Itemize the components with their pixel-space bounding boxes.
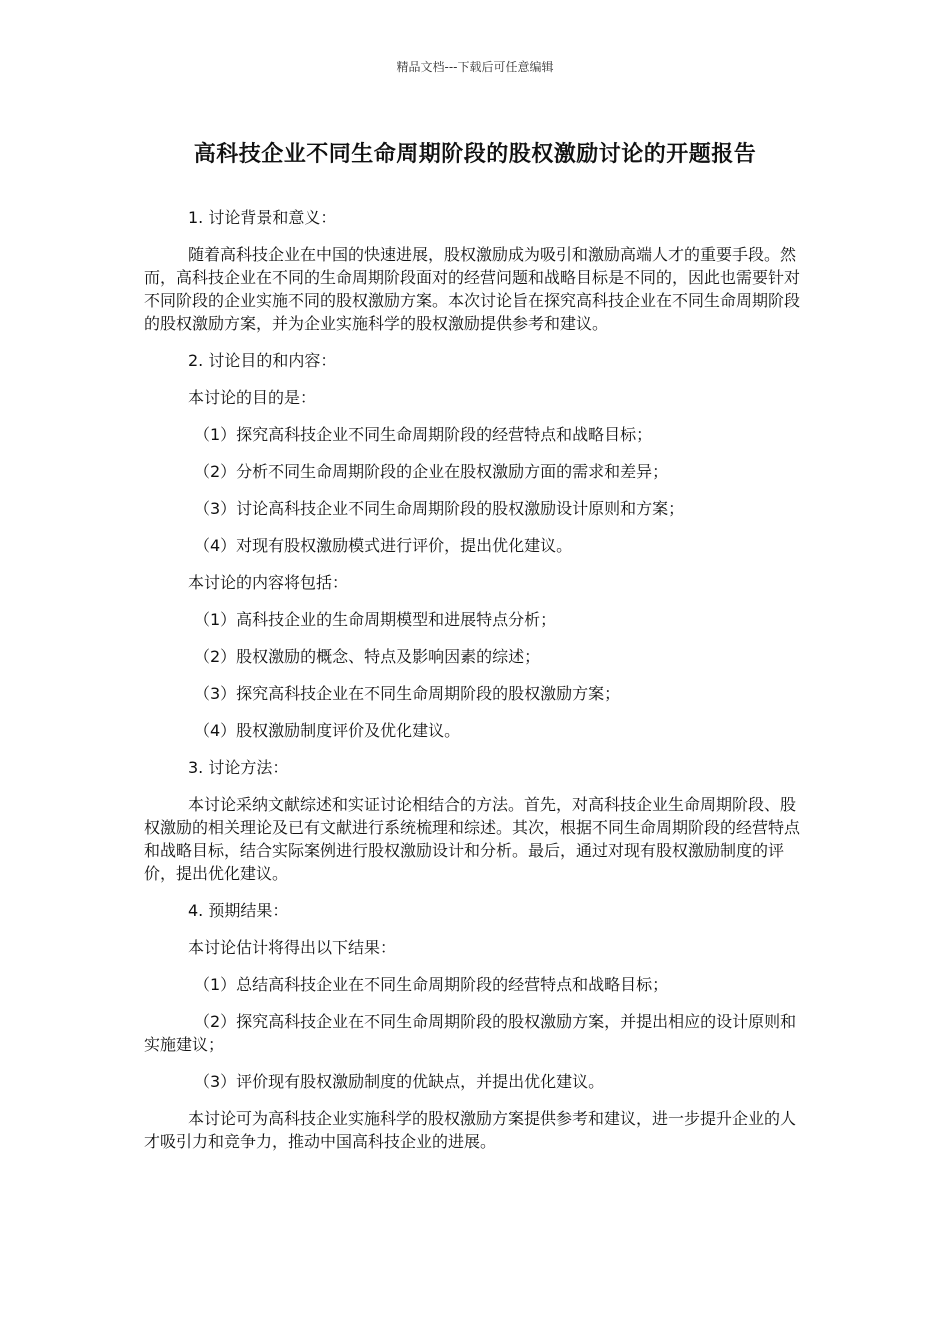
list-item: （1）总结高科技企业在不同生命周期阶段的经营特点和战略目标； bbox=[194, 975, 669, 994]
list-item: （4）对现有股权激励模式进行评价，提出优化建议。 bbox=[194, 536, 573, 555]
header-note: 精品文档---下载后可任意编辑 bbox=[396, 60, 554, 74]
document-body bbox=[144, 206, 806, 1167]
paragraph: 本讨论可为高科技企业实施科学的股权激励方案提供参考和建议，进一步提升企业的人才吸引力和竞争力，推动中国高科技企业的进展。 bbox=[144, 1109, 797, 1151]
section-heading: 3. 讨论方法： bbox=[188, 758, 289, 777]
list-intro: 本讨论的内容将包括： bbox=[188, 573, 349, 592]
list-intro: 本讨论的目的是： bbox=[188, 388, 317, 407]
section-heading: 4. 预期结果： bbox=[188, 901, 289, 920]
list-item: （3）探究高科技企业在不同生命周期阶段的股权激励方案； bbox=[194, 684, 621, 703]
list-item: （3）讨论高科技企业不同生命周期阶段的股权激励设计原则和方案； bbox=[194, 499, 685, 518]
list-item: （4）股权激励制度评价及优化建议。 bbox=[194, 721, 461, 740]
list-item: （1）探究高科技企业不同生命周期阶段的经营特点和战略目标； bbox=[194, 425, 653, 444]
document-title: 高科技企业不同生命周期阶段的股权激励讨论的开题报告 bbox=[193, 142, 757, 167]
section-heading: 2. 讨论目的和内容： bbox=[188, 351, 337, 370]
list-item: （3）评价现有股权激励制度的优缺点，并提出优化建议。 bbox=[194, 1072, 605, 1091]
list-item: （2）分析不同生命周期阶段的企业在股权激励方面的需求和差异； bbox=[194, 462, 669, 481]
paragraph: 随着高科技企业在中国的快速进展，股权激励成为吸引和激励高端人才的重要手段。然而，高科技企业在不同的生命周期阶段面对的经营问题和战略目标是不同的，因此也需要针对不同阶段的企业实施不同的股权激励方案。本次讨论旨在探究高科技企业在不同生命周期阶段的股权激励方案，并为企业实施科学的股权激励提供参考和建议。 bbox=[144, 245, 801, 333]
list-intro: 本讨论估计将得出以下结果： bbox=[188, 938, 397, 957]
list-item: （1）高科技企业的生命周期模型和进展特点分析； bbox=[194, 610, 557, 629]
list-item: （2）探究高科技企业在不同生命周期阶段的股权激励方案，并提出相应的设计原则和实施建议； bbox=[144, 1012, 797, 1054]
paragraph: 本讨论采纳文献综述和实证讨论相结合的方法。首先，对高科技企业生命周期阶段、股权激励的相关理论及已有文献进行系统梳理和综述。其次，根据不同生命周期阶段的经营特点和战略目标，结合实际案例进行股权激励设计和分析。最后，通过对现有股权激励制度的评价，提出优化建议。 bbox=[144, 795, 801, 883]
section-heading: 1. 讨论背景和意义： bbox=[188, 208, 337, 227]
list-item: （2）股权激励的概念、特点及影响因素的综述； bbox=[194, 647, 541, 666]
